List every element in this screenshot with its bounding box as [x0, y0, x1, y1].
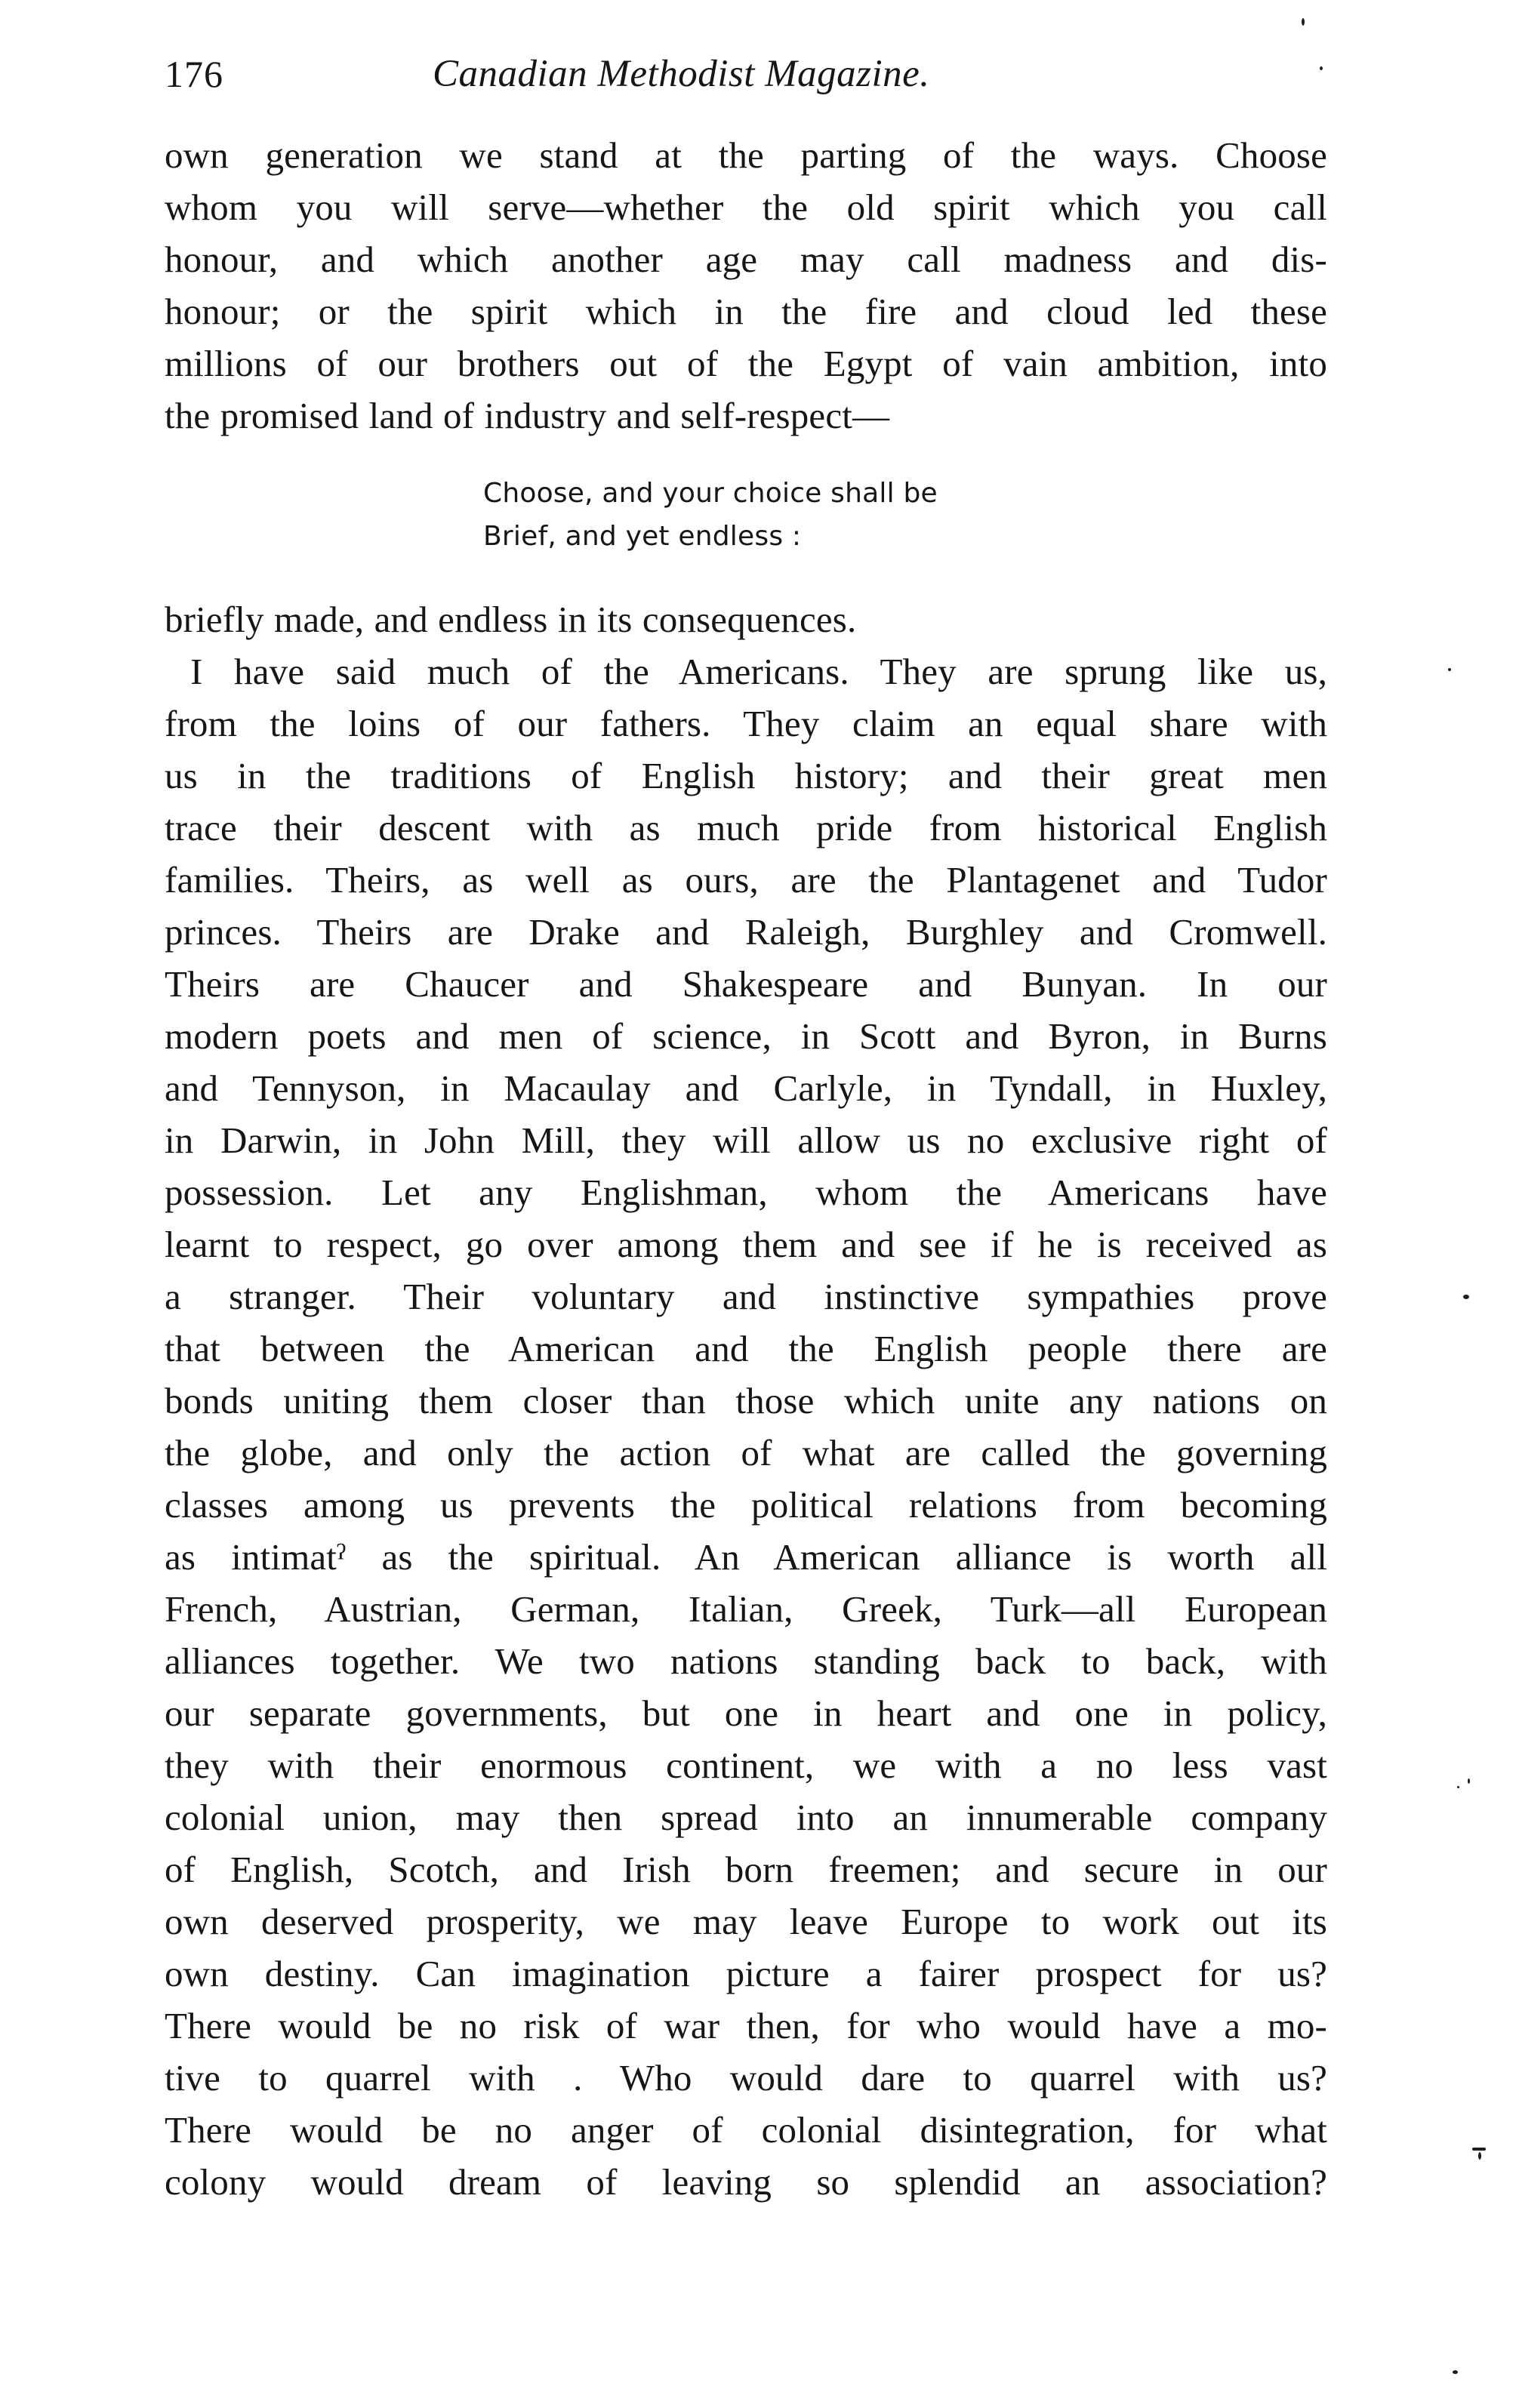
text-line: French, Austrian, German, Italian, Greek, Turk—all European	[165, 1588, 1327, 1630]
print-speck	[1448, 668, 1451, 671]
text-line: own generation we stand at the parting of the ways. Choose	[165, 134, 1327, 176]
text-line: tive to quarrel with . Who would dare to quarrel with us?	[165, 2057, 1327, 2099]
text-line: that between the American and the English people there are	[165, 1328, 1327, 1369]
main-paragraph	[165, 593, 1327, 2208]
text-line: of English, Scotch, and Irish born freemen; and secure in our	[165, 1849, 1327, 1890]
text-line: modern poets and men of science, in Scott and Byron, in Burns	[165, 1015, 1327, 1057]
print-speck	[1472, 2148, 1486, 2151]
text-line: colonial union, may then spread into an innumerable company	[165, 1797, 1327, 1838]
text-line: trace their descent with as much pride from historical English	[165, 807, 1327, 848]
text-line: they with their enormous continent, we with a no less vast	[165, 1744, 1327, 1786]
print-speck	[1478, 2152, 1481, 2160]
opening-paragraph	[165, 129, 1327, 442]
text-line: millions of our brothers out of the Egypt of vain ambition, into	[165, 343, 1327, 384]
text-line: Theirs are Chaucer and Shakespeare and Bunyan. In our	[165, 963, 1327, 1005]
text-line: honour, and which another age may call madness and dis-	[165, 239, 1327, 280]
text-line: and Tennyson, in Macaulay and Carlyle, in Tyndall, in Huxley,	[165, 1067, 1327, 1109]
print-speck	[1320, 66, 1323, 70]
text-line: bonds uniting them closer than those which unite any nations on	[165, 1380, 1327, 1421]
print-speck	[1457, 1786, 1459, 1788]
quotation-line: Choose, and your choice shall be	[483, 478, 938, 509]
running-head	[165, 39, 1327, 109]
running-title: Canadian Methodist Magazine.	[433, 53, 930, 95]
text-line: There would be no risk of war then, for who would have a mo-	[165, 2005, 1327, 2046]
text-line: There would be no anger of colonial disintegration, for what	[165, 2109, 1327, 2151]
text-line: in Darwin, in John Mill, they will allow us no exclusive right of	[165, 1119, 1327, 1161]
print-speck	[1463, 1295, 1469, 1299]
text-line: colony would dream of leaving so splendid an association?	[165, 2161, 1327, 2203]
text-line: briefly made, and endless in its consequences.	[165, 599, 857, 640]
text-line: own deserved prosperity, we may leave Europe to work out its	[165, 1901, 1327, 1942]
text-line: a stranger. Their voluntary and instinctive sympathies prove	[165, 1276, 1327, 1317]
print-speck	[1302, 18, 1305, 26]
text-line: I have said much of the Americans. They are sprung like us,	[190, 651, 1327, 692]
text-line: the globe, and only the action of what are called the governing	[165, 1432, 1327, 1473]
text-line: alliances together. We two nations standing back to back, with	[165, 1640, 1327, 1682]
text-line: the promised land of industry and self-respect—	[165, 395, 890, 436]
print-speck	[1468, 1778, 1470, 1784]
text-line: princes. Theirs are Drake and Raleigh, Burghley and Cromwell.	[165, 911, 1327, 953]
text-line: classes among us prevents the political relations from becoming	[165, 1484, 1327, 1526]
text-line: whom you will serve—whether the old spirit which you call	[165, 186, 1327, 228]
quotation-line: Brief, and yet endless :	[483, 521, 802, 552]
page-number: 176	[165, 53, 223, 95]
text-line: our separate governments, but one in heart and one in policy,	[165, 1692, 1327, 1734]
text-line: from the loins of our fathers. They claim an equal share with	[165, 703, 1327, 744]
print-speck	[1453, 2370, 1458, 2374]
text-line: learnt to respect, go over among them and see if he is received as	[165, 1224, 1327, 1265]
verse-quotation	[483, 472, 1057, 558]
text-line: honour; or the spirit which in the fire and cloud led these	[165, 291, 1327, 332]
text-line: as intimatˀ as the spiritual. An American alliance is worth all	[165, 1536, 1327, 1578]
text-line: families. Theirs, as well as ours, are the Plantagenet and Tudor	[165, 859, 1327, 901]
text-line: own destiny. Can imagination picture a fairer prospect for us?	[165, 1953, 1327, 1994]
text-line: possession. Let any Englishman, whom the Americans have	[165, 1172, 1327, 1213]
text-line: us in the traditions of English history; and their great men	[165, 755, 1327, 796]
